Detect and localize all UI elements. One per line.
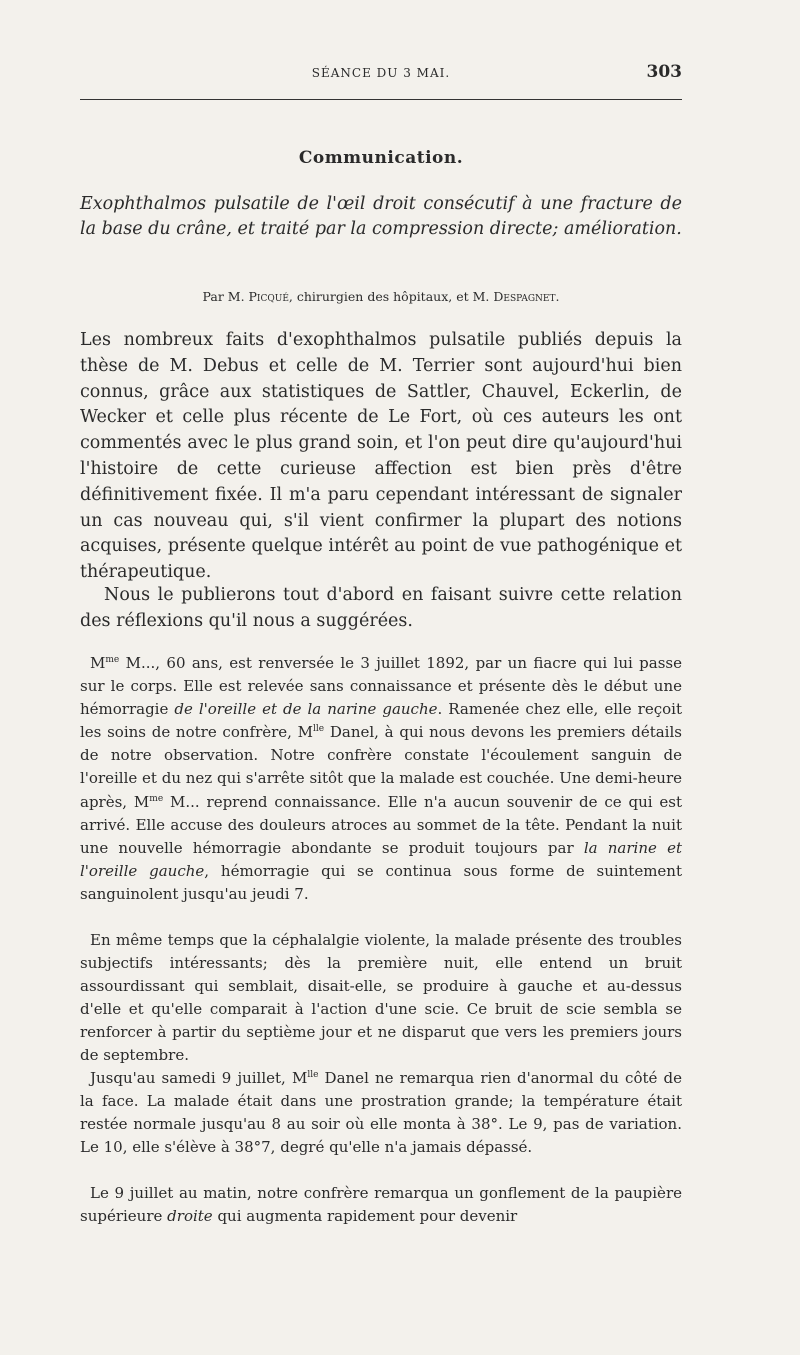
page-number: 303 [646, 62, 682, 82]
observation-paragraph-3 [80, 1067, 682, 1159]
author-despagnet: Despagnet [493, 289, 556, 304]
superscript: lle [307, 1070, 319, 1080]
text-run: qui augmenta rapidement pour devenir [212, 1207, 518, 1226]
running-title: SÉANCE DU 3 MAI. [311, 66, 451, 80]
observation-paragraph-4 [80, 1182, 682, 1228]
observation-text-2: En même temps que la céphalalgie violente, la malade présente des troubles subjectifs intéressants; dès la première nuit, elle entend un bruit assourdissant qui semblait, disait-elle, se produire à gauche et au-dessus d'elle et qu'elle comparait à l'action d'une scie. Ce bruit de scie sembla se renforcer à partir du septième jour et ne disparut que vers les premiers jours de septembre. [80, 931, 682, 1065]
observation-paragraph-2 [80, 929, 682, 1068]
intro-paragraph-2 [80, 583, 682, 635]
byline-prefix: Par M. [202, 289, 249, 304]
byline [80, 289, 682, 304]
section-heading: Communication. [298, 148, 464, 168]
text-run: Le 9 juillet au matin, notre confrère remarqua un gonflement de la paupière supérieure [80, 1184, 682, 1226]
text-run: M..., 60 ans, est renversée le 3 juillet 1892, par un fiacre qui lui passe sur le corps. Elle est relevée sans connaissance et présente dès le début une hémorragie [80, 654, 682, 719]
author-picque: Picqué [248, 289, 289, 304]
article-title: Exophthalmos pulsatile de l'œil droit consécutif à une fracture de la base du crâne, et traité par la compression directe; amélioration. [80, 194, 682, 239]
text-run: M [90, 654, 106, 672]
paragraph-1: Les nombreux faits d'exophthalmos pulsatile publiés depuis la thèse de M. Debus et celle de M. Terrier sont aujourd'hui bien connus, grâce aux statistiques de Sattler, Chauvel, Eckerlin, de Wecker et celle plus récente de Le Fort, où ces auteurs les ont commentés avec le plus grand soin, et l'on peut dire qu'aujourd'hui l'histoire de cette curieuse affection est bien près d'être définitivement fixée. Il m'a paru cependant intéressant de signaler un cas nouveau qui, s'il vient confirmer la plupart des notions acquises, présente quelque intérêt au point de vue pathogénique et thérapeutique. [80, 330, 682, 583]
text-run: Danel, à qui nous devons les premiers détails de notre observation. Notre confrère constate l'écoulement sanguin de l'oreille et du nez qui s'arrête sitôt que la malade est couchée. Une demi-heure après, M [80, 723, 682, 811]
text-run: . Ramenée chez elle, elle reçoit les soins de notre confrère, M [80, 700, 682, 742]
italic-run: droite [167, 1207, 213, 1226]
byline-middle: , chirurgien des hôpitaux, et M. [288, 289, 494, 304]
text-run: Danel ne remarqua rien d'anormal du côté de la face. La malade était dans une prostration grande; la température était restée normale jusqu'au 8 au soir où elle monta à 38°. Le 9, pas de variation. Le 10, elle s'élève à 38°7, degré qu'elle n'a jamais dépassé. [80, 1069, 683, 1157]
superscript: me [149, 793, 164, 804]
text-run: M... reprend connaissance. Elle n'a aucun souvenir de ce qui est arrivé. Elle accuse des douleurs atroces au sommet de la tête. Pendant la nuit une nouvelle hémorragie abondante se produit toujours par [80, 792, 683, 857]
observation-text-3 [80, 1067, 682, 1159]
italic-run: la narine et l'oreille gauche [80, 838, 682, 880]
header-rule [80, 99, 682, 100]
superscript: me [105, 655, 120, 665]
byline-suffix: . [555, 289, 560, 304]
text-run: Jusqu'au samedi 9 juillet, M [90, 1069, 308, 1087]
observation-text-1 [80, 652, 682, 906]
intro-paragraph [80, 328, 682, 586]
observation-text-4 [80, 1182, 682, 1228]
paragraph-2: Nous le publierons tout d'abord en faisant suivre cette relation des réflexions qu'il nous a suggérées. [80, 585, 682, 631]
observation-paragraph-1 [80, 652, 682, 906]
running-head [80, 62, 682, 86]
text-run: , hémorragie qui se continua sous forme de suintement sanguinolent jusqu'au jeudi 7. [80, 861, 683, 903]
italic-run: de l'oreille et de la narine gauche [174, 700, 438, 719]
superscript: lle [313, 724, 325, 735]
